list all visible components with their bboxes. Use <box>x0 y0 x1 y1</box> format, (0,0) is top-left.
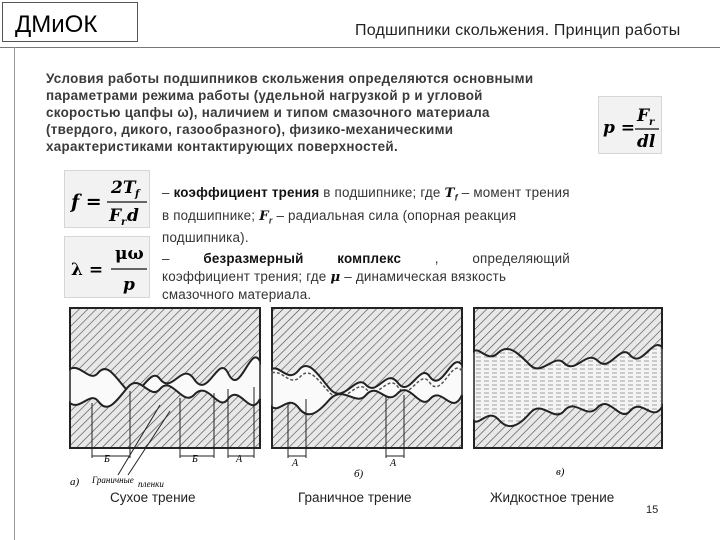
slide-header <box>0 0 720 52</box>
formula-p-lhs: p = <box>603 118 636 138</box>
intro-line: параметрами режима работы (удельной нагрузкой p и угловой <box>46 88 483 103</box>
header-divider <box>0 47 720 48</box>
lambda-description <box>162 250 582 304</box>
formula-friction-coefficient <box>64 170 150 228</box>
intro-paragraph <box>46 70 606 155</box>
friction-regimes-svg <box>68 303 664 488</box>
formula-f-denominator-sub: r <box>121 217 127 228</box>
desc-symbol-sub: f <box>454 192 458 203</box>
desc-line <box>162 268 582 286</box>
panel-fluid <box>474 308 662 478</box>
panel-dry <box>70 308 260 488</box>
formula-p-numerator-sub: r <box>649 117 655 128</box>
desc-text: – динамическая вязкость <box>340 269 507 284</box>
logo-text: ДМиОК <box>15 11 98 38</box>
formula-f-denominator: F <box>109 206 122 226</box>
formula-lambda-lhs: λ = <box>71 260 104 280</box>
desc-comma: , <box>434 251 439 266</box>
formula-lambda-denominator: p <box>123 275 135 295</box>
desc-text: коэффициент трения; где <box>162 269 331 284</box>
films-label: Граничные <box>92 475 134 485</box>
formula-f-svg <box>65 171 151 229</box>
formula-p-svg <box>599 97 663 155</box>
slide-title: Подшипники скольжения. Принцип работы <box>355 22 681 39</box>
panel-boundary <box>272 308 462 480</box>
formula-f-denominator-tail: d <box>127 206 139 226</box>
desc-line: смазочного материала. <box>162 287 312 302</box>
formula-f-numerator-sub: f <box>135 189 140 200</box>
desc-dash: – <box>162 185 170 200</box>
formula-f-lhs: f = <box>71 191 102 213</box>
formula-lambda <box>64 236 150 298</box>
desc-text: – радиальная сила (опорная реакция <box>272 207 517 223</box>
desc-line <box>162 250 570 268</box>
friction-coefficient-description <box>162 184 642 247</box>
desc-term: безразмерный <box>203 251 304 266</box>
panel-label: б) <box>354 468 364 480</box>
panel-label: в) <box>556 466 565 478</box>
desc-text: – момент трения <box>457 185 570 200</box>
panel-label: а) <box>70 476 80 488</box>
formula-lambda-numerator: μω <box>115 244 144 264</box>
desc-text: в подшипнике; где <box>319 185 445 200</box>
formula-lambda-svg <box>65 237 151 299</box>
caption-dry-friction: Сухое трение <box>110 490 196 505</box>
mark-a: А <box>292 458 299 469</box>
formula-specific-load <box>598 96 662 154</box>
desc-symbol-sub: r <box>268 215 273 226</box>
desc-text: в подшипнике; <box>162 207 260 223</box>
caption-fluid-friction: Жидкостное трение <box>490 490 615 505</box>
mark-b: Б <box>104 454 110 465</box>
page-number: 15 <box>646 504 659 516</box>
desc-line <box>162 184 642 207</box>
intro-line: характеристиками контактирующих поверхностей. <box>46 139 398 154</box>
left-margin-line <box>14 47 15 540</box>
formula-p-denominator: dl <box>637 132 656 152</box>
friction-regimes-figure <box>68 303 664 488</box>
films-label: пленки <box>138 479 164 488</box>
logo-frame <box>2 2 138 42</box>
desc-term: коэффициент трения <box>173 185 320 200</box>
mark-a: А <box>236 454 243 465</box>
formula-p-numerator: F <box>637 106 650 126</box>
desc-symbol: F <box>259 207 269 224</box>
intro-line: Условия работы подшипников скольжения определяются основными <box>46 71 534 86</box>
caption-boundary-friction: Граничное трение <box>298 490 412 505</box>
mark-a: А <box>390 458 397 469</box>
desc-term: комплекс <box>337 251 402 266</box>
desc-dash: – <box>162 251 170 266</box>
desc-line: подшипника). <box>162 230 249 246</box>
mark-b: Б <box>192 454 198 465</box>
intro-line: (твердого, дикого, газообразного), физико-механическими <box>46 122 454 137</box>
desc-symbol: μ <box>330 269 341 285</box>
formula-f-numerator: 2T <box>111 178 136 198</box>
desc-symbol: T <box>444 185 455 201</box>
desc-text: определяющий <box>472 251 570 266</box>
desc-line <box>162 207 642 230</box>
intro-line: скоростью цапфы ω), наличием и типом смазочного материала <box>46 105 490 120</box>
